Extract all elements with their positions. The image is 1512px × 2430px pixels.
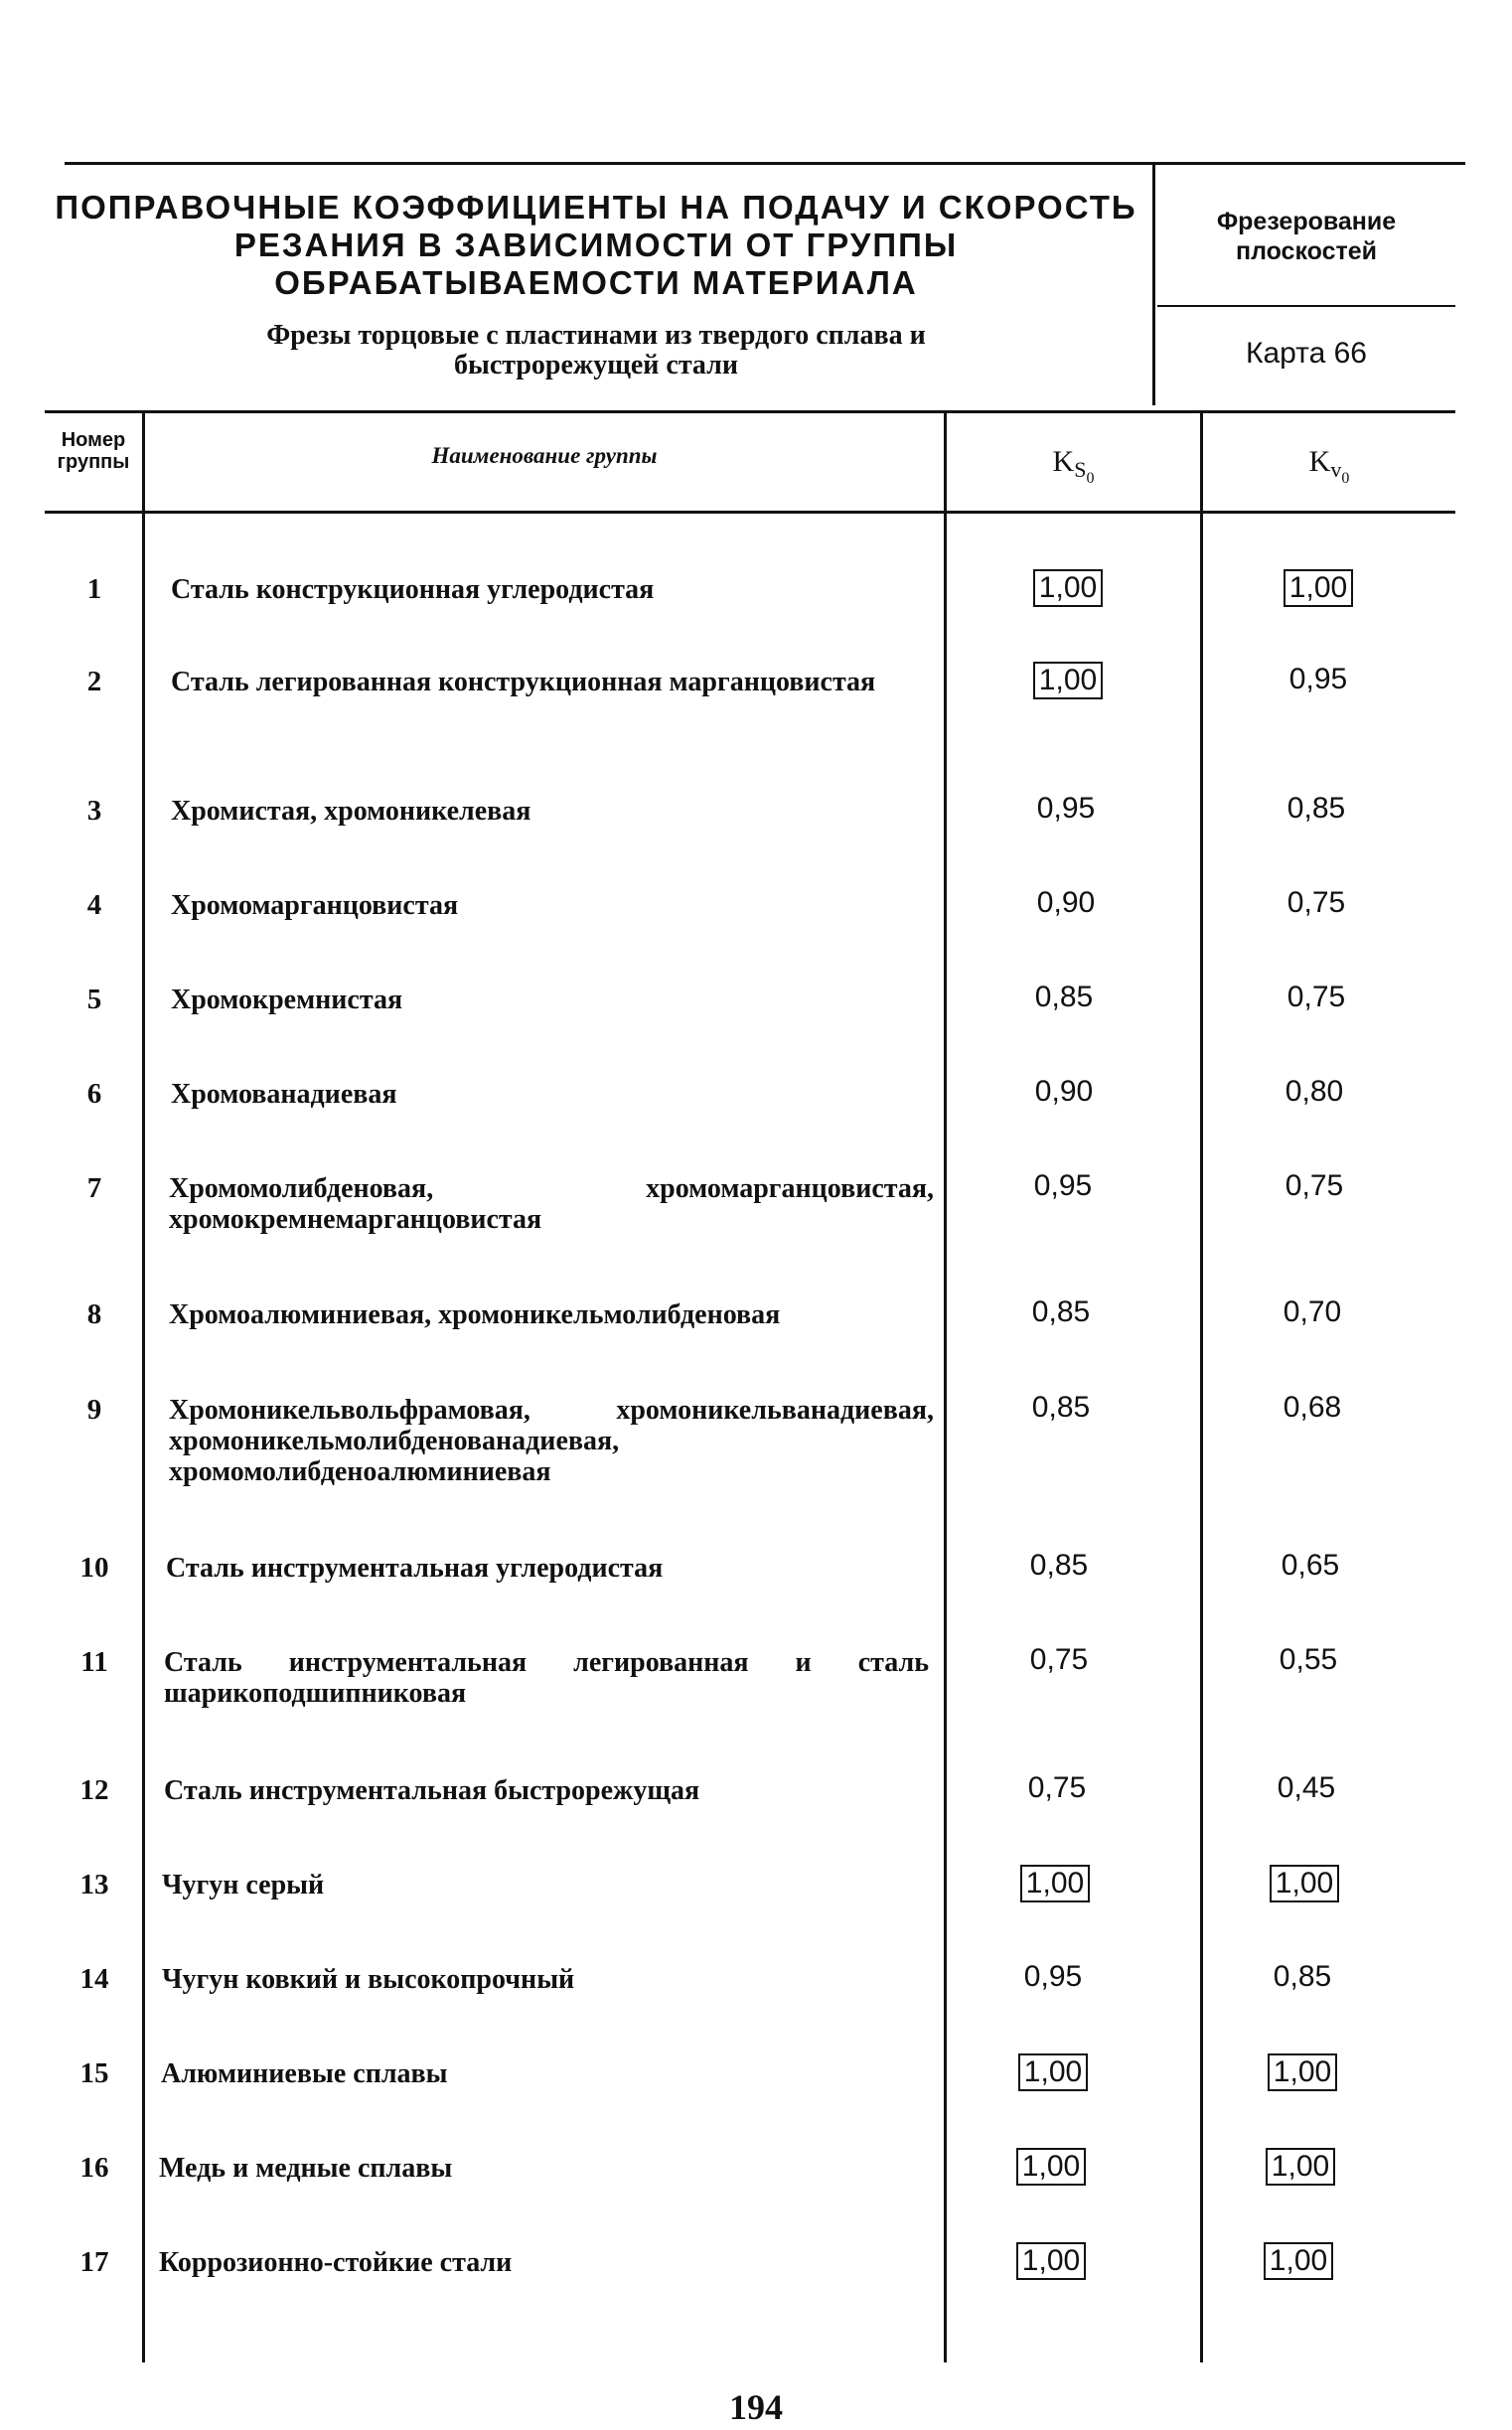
kv-value-text: 0,75 (1286, 981, 1346, 1013)
column-header-kv (1203, 445, 1455, 488)
row-ks-value (976, 1865, 1134, 1902)
kv-value-text: 0,45 (1277, 1771, 1336, 1804)
row-kv-value (1235, 1074, 1394, 1110)
row-number: 13 (79, 1869, 109, 1900)
column-header-ks (947, 445, 1200, 488)
row-name: Хромокремнистая (171, 985, 403, 1015)
ks-value-text: 0,85 (1031, 1391, 1091, 1424)
row-ks-value (980, 1642, 1138, 1678)
row-name: Хромомолибденовая, хромомарганцовистая, хромокремнемарганцовистая (169, 1173, 934, 1235)
row-number: 10 (79, 1552, 109, 1584)
kv-value-text: 0,85 (1286, 792, 1346, 825)
kv-value-text: 0,68 (1283, 1391, 1342, 1424)
ks-value-text: 0,90 (1034, 1075, 1094, 1108)
ks-value-text: 1,00 (1016, 2242, 1086, 2280)
kv-value-text: 0,80 (1285, 1075, 1344, 1108)
row-kv-value (1223, 1959, 1382, 1995)
ks-subsub: 0 (1086, 470, 1095, 487)
ks-value-text: 1,00 (1016, 2148, 1086, 2186)
kv-subsub: 0 (1341, 470, 1350, 487)
column-header-number (45, 429, 142, 473)
row-kv-value (1223, 2053, 1382, 2091)
ks-value-text: 0,75 (1027, 1771, 1087, 1804)
kv-value-text: 0,70 (1283, 1295, 1342, 1328)
table-head-bottom-rule (45, 511, 1455, 514)
kv-value-text: 0,65 (1281, 1549, 1340, 1582)
row-name: Хромоалюминиевая, хромоникельмолибденовая (169, 1299, 781, 1330)
row-number: 15 (79, 2057, 109, 2089)
row-kv-value (1225, 1865, 1384, 1902)
ks-value-text: 1,00 (1033, 662, 1103, 699)
row-ks-value (982, 1390, 1140, 1426)
subtitle-line-2: быстрорежущей стали (453, 350, 739, 380)
ks-value-text: 1,00 (1020, 1865, 1090, 1902)
column-header-number-line-2: группы (57, 451, 130, 473)
operation-line-1: Фрезерование (1216, 208, 1397, 235)
row-number: 1 (86, 573, 102, 605)
row-kv-value (1227, 1770, 1386, 1806)
ks-value-text: 0,85 (1034, 981, 1094, 1013)
row-kv-value (1239, 662, 1398, 697)
card-label: Карта 66 (1246, 337, 1367, 370)
ks-value-text: 0,85 (1031, 1295, 1091, 1328)
title-line-1: ПОПРАВОЧНЫЕ КОЭФФИЦИЕНТЫ НА ПОДАЧУ И СКОРОСТЬ (55, 189, 1137, 226)
ks-value-text: 1,00 (1018, 2053, 1088, 2091)
row-ks-value (974, 2053, 1133, 2091)
row-kv-value (1237, 980, 1396, 1015)
table-top-rule (45, 410, 1455, 413)
row-kv-value (1239, 569, 1398, 607)
top-rule (65, 162, 1465, 165)
kv-value-text: 0,75 (1285, 1169, 1344, 1202)
ks-value-text: 0,75 (1029, 1643, 1089, 1676)
kv-sub: v (1330, 457, 1342, 482)
row-ks-value (982, 1294, 1140, 1330)
subtitle-line-1: Фрезы торцовые с пластинами из твердого сплава и (266, 320, 926, 351)
col-divider-kv (1200, 410, 1203, 2362)
row-number: 16 (79, 2152, 109, 2184)
row-number: 4 (86, 889, 102, 921)
row-ks-value (983, 1168, 1142, 1204)
ks-value-text: 0,95 (1036, 792, 1096, 825)
row-kv-value (1237, 885, 1396, 921)
row-ks-value (972, 2148, 1131, 2186)
ks-sub: S (1074, 457, 1087, 482)
col-divider-ks (944, 410, 947, 2362)
ks-value-text: 0,95 (1023, 1960, 1083, 1993)
row-ks-value (972, 2242, 1131, 2280)
row-ks-value (980, 1548, 1138, 1584)
row-name: Чугун ковкий и высокопрочный (162, 1964, 575, 1995)
ks-value-text: 0,90 (1036, 886, 1096, 919)
row-name: Сталь легированная конструкционная марганцовистая (171, 667, 876, 697)
ks-main: K (1052, 445, 1075, 478)
kv-main: K (1308, 445, 1331, 478)
ks-value-text: 0,95 (1033, 1169, 1093, 1202)
row-name: Хромистая, хромоникелевая (171, 796, 531, 827)
row-name: Сталь инструментальная быстрорежущая (164, 1775, 700, 1806)
kv-value-text: 1,00 (1264, 2242, 1333, 2280)
operation-label (1157, 207, 1455, 266)
row-ks-value (988, 569, 1147, 607)
ks-value-text: 0,85 (1029, 1549, 1089, 1582)
kv-value-text: 1,00 (1266, 2148, 1335, 2186)
kv-value-text: 0,75 (1286, 886, 1346, 919)
column-header-number-line-1: Номер (61, 429, 126, 451)
kv-value-text: 0,85 (1273, 1960, 1332, 1993)
row-kv-value (1221, 2148, 1380, 2186)
title-line-2: РЕЗАНИЯ В ЗАВИСИМОСТИ ОТ ГРУППЫ (233, 227, 959, 263)
row-number: 12 (79, 1774, 109, 1806)
row-kv-value (1219, 2242, 1378, 2280)
row-ks-value (978, 1770, 1136, 1806)
row-kv-value (1231, 1548, 1390, 1584)
card-rule (1157, 305, 1455, 307)
row-ks-value (986, 885, 1145, 921)
row-number: 7 (86, 1172, 102, 1204)
row-kv-value (1233, 1390, 1392, 1426)
row-number: 11 (80, 1646, 108, 1678)
row-number: 6 (86, 1078, 102, 1110)
row-ks-value (988, 662, 1147, 699)
row-number: 2 (86, 666, 102, 697)
row-name: Сталь инструментальная легированная и сталь шарикоподшипниковая (164, 1647, 929, 1709)
row-name: Алюминиевые сплавы (161, 2058, 448, 2089)
kv-value-text: 1,00 (1268, 2053, 1337, 2091)
header-divider (1152, 162, 1155, 405)
kv-value-text: 0,95 (1288, 663, 1348, 695)
row-ks-value (974, 1959, 1133, 1995)
row-ks-value (986, 791, 1145, 827)
row-kv-value (1235, 1168, 1394, 1204)
row-name: Сталь инструментальная углеродистая (166, 1553, 664, 1584)
operation-line-2: плоскостей (1235, 237, 1378, 265)
row-name: Хромованадиевая (171, 1079, 397, 1110)
row-number: 14 (79, 1963, 109, 1995)
kv-value-text: 1,00 (1270, 1865, 1339, 1902)
row-name: Чугун серый (162, 1870, 325, 1900)
row-kv-value (1237, 791, 1396, 827)
row-name: Сталь конструкционная углеродистая (171, 574, 655, 605)
kv-value-text: 0,55 (1279, 1643, 1338, 1676)
row-number: 3 (86, 795, 102, 827)
row-ks-value (984, 1074, 1143, 1110)
column-header-name: Наименование группы (431, 443, 658, 468)
col-divider-number (142, 410, 145, 2362)
row-ks-value (984, 980, 1143, 1015)
row-name: Хромоникельвольфрамовая, хромоникельванадиевая, хромоникельмолибденованадиевая, хромомолибденоалюминиевая (169, 1395, 934, 1487)
row-number: 17 (79, 2246, 109, 2278)
title-line-3: ОБРАБАТЫВАЕМОСТИ МАТЕРИАЛА (274, 264, 918, 301)
row-number: 5 (86, 984, 102, 1015)
row-kv-value (1233, 1294, 1392, 1330)
row-kv-value (1229, 1642, 1388, 1678)
page-number: 194 (729, 2387, 783, 2427)
row-number: 9 (86, 1394, 102, 1426)
row-name: Медь и медные сплавы (159, 2153, 453, 2184)
row-name: Коррозионно-стойкие стали (159, 2247, 513, 2278)
row-name: Хромомарганцовистая (171, 890, 459, 921)
ks-value-text: 1,00 (1033, 569, 1103, 607)
kv-value-text: 1,00 (1284, 569, 1353, 607)
row-number: 8 (86, 1298, 102, 1330)
